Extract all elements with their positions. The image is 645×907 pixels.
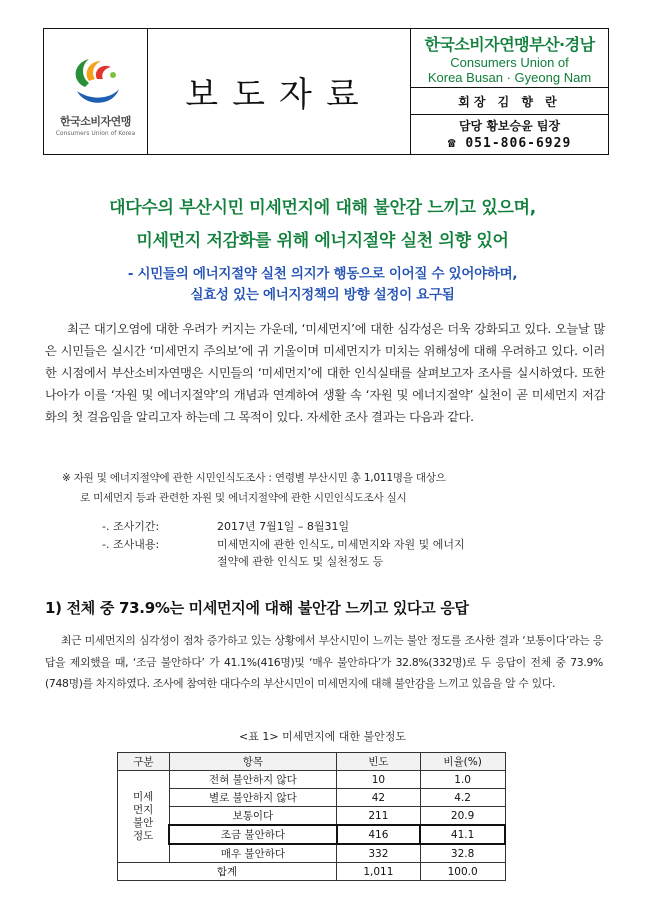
table1 (117, 752, 506, 881)
table-cell-freq: 416 (337, 825, 421, 844)
survey-note-line1: ※ 자원 및 에너지절약에 관한 시민인식도조사 : 연령별 부산시민 총 1,011명을 대상으 (62, 472, 446, 484)
survey-period-value: 2017년 7월1일 – 8월31일 (217, 520, 350, 533)
table-cell-pct: 1.0 (420, 771, 505, 789)
table-cell-item: 조금 불안하다 (169, 825, 336, 844)
intro-paragraph: 최근 대기오염에 대한 우려가 커지는 가운데, ‘미세먼지’에 대한 심각성은 더욱 강화되고 있다. 오늘날 많은 시민들은 실시간 ‘미세먼지 주의보’에 귀 기울이며 미세먼지가 미치는 위해성에 대해 우려하고 있다. 이러한 시점에서 부산소비자연맹은 시민들의 ‘미세먼지’에 대한 인식실태를 살펴보고자 조사를 실시하였다. 또한 나아가 이를 ‘자원 및 에너지절약’의 개념과 연계하여 생활 속 ‘자원 및 에너지절약’ 실천이 곧 미세먼지 저감화의 첫 걸음임을 알리고자 하는데 그 목적이 있다. 자세한 조사 결과는 다음과 같다. (45, 322, 605, 424)
table-cell-pct: 41.1 (420, 825, 505, 844)
table-cell-total-freq: 1,011 (337, 863, 421, 881)
table1-total-row (118, 863, 506, 881)
table-cell-item: 별로 불안하지 않다 (169, 789, 336, 807)
table-row-highlighted (118, 825, 506, 844)
org-name-en-line1: Consumers Union of (450, 55, 569, 70)
president-name: 회장 김 향 란 (411, 88, 608, 115)
table1-header-cell: 항목 (169, 753, 336, 771)
table1-caption: <표 1> 미세먼지에 대한 불안정도 (239, 730, 406, 743)
table-cell-item: 보통이다 (169, 807, 336, 826)
table-cell-item: 전혀 불안하지 않다 (169, 771, 336, 789)
table-row (118, 771, 506, 789)
subheadline-line2: 실효성 있는 에너지정책의 방향 설정이 요구됨 (190, 287, 455, 303)
table1-header-row (118, 753, 506, 771)
table-cell-freq: 42 (337, 789, 421, 807)
survey-content-label: -. 조사내용: (102, 538, 160, 551)
survey-content-value-line2: 절약에 관한 인식도 및 실천정도 등 (217, 555, 384, 568)
table1-category: 미세 먼지 불안 정도 (133, 790, 154, 842)
table-cell-total-pct: 100.0 (420, 863, 505, 881)
table-cell-item: 매우 불안하다 (169, 844, 336, 863)
phone-number: ☎ 051-806-6929 (447, 135, 572, 151)
title-cell (148, 29, 411, 154)
subheadline-line1: - 시민들의 에너지절약 실천 의지가 행동으로 이어질 수 있어야하며, (127, 266, 518, 282)
survey-note-line2: 로 미세먼지 등과 관련한 자원 및 에너지절약에 관한 시민인식도조사 실시 (80, 492, 407, 504)
table1-header-cell: 구분 (118, 753, 170, 771)
press-header (43, 28, 609, 155)
table-row (118, 807, 506, 826)
org-name-en-line2: Korea Busan · Gyeong Nam (427, 70, 592, 85)
table-cell-pct: 20.9 (420, 807, 505, 826)
section1-body: 최근 미세먼지의 심각성이 점차 증가하고 있는 상황에서 부산시민이 느끼는 불안 정도를 조사한 결과 ‘보통이다’라는 응답을 제외했을 때, ‘조금 불안하다’ 가 41.1%(416명)및 ‘매우 불안하다’가 32.8%(332명)로 두 응답이 전체 중 73.9%(748명)를 차지하였다. 조사에 참여한 대다수의 부산시민이 미세먼지에 대해 불안감을 느끼고 있음을 알 수 있다. (45, 634, 603, 690)
table-cell-total-label: 합계 (118, 863, 337, 881)
table-cell-freq: 10 (337, 771, 421, 789)
page-title: 보도자료 (185, 75, 373, 115)
table1-category-cell (118, 771, 170, 863)
table-row (118, 844, 506, 863)
table-cell-pct: 4.2 (420, 789, 505, 807)
survey-period-label: -. 조사기간: (102, 520, 160, 533)
survey-details (102, 519, 572, 569)
survey-content-value-line1: 미세먼지에 관한 인식도, 미세먼지와 자원 및 에너지 (217, 538, 465, 551)
contact-person: 담당 황보승윤 팀장 (458, 118, 561, 133)
org-name-block (411, 29, 608, 88)
consumers-union-logo-icon (63, 51, 129, 111)
table-cell-pct: 32.8 (420, 844, 505, 863)
headline-line1: 대다수의 부산시민 미세먼지에 대해 불안감 느끼고 있으며, (109, 198, 536, 218)
survey-note (62, 468, 607, 508)
contact-block (411, 115, 608, 154)
table-row (118, 789, 506, 807)
org-name-ko: 한국소비자연맹부산·경남 (424, 35, 595, 54)
table1-header-cell: 비율(%) (420, 753, 505, 771)
table-cell-freq: 332 (337, 844, 421, 863)
section1-title: 1) 전체 중 73.9%는 미세먼지에 대해 불안감 느끼고 있다고 응답 (45, 599, 469, 617)
org-info-cell (411, 29, 608, 154)
table1-header-cell: 빈도 (337, 753, 421, 771)
logo-text-ko: 한국소비자연맹 (60, 114, 131, 128)
table-cell-freq: 211 (337, 807, 421, 826)
logo-cell (44, 29, 148, 154)
headline-line2: 미세먼지 저감화를 위해 에너지절약 실천 의향 있어 (136, 231, 509, 251)
logo-text-en: Consumers Union of Korea (55, 129, 136, 137)
